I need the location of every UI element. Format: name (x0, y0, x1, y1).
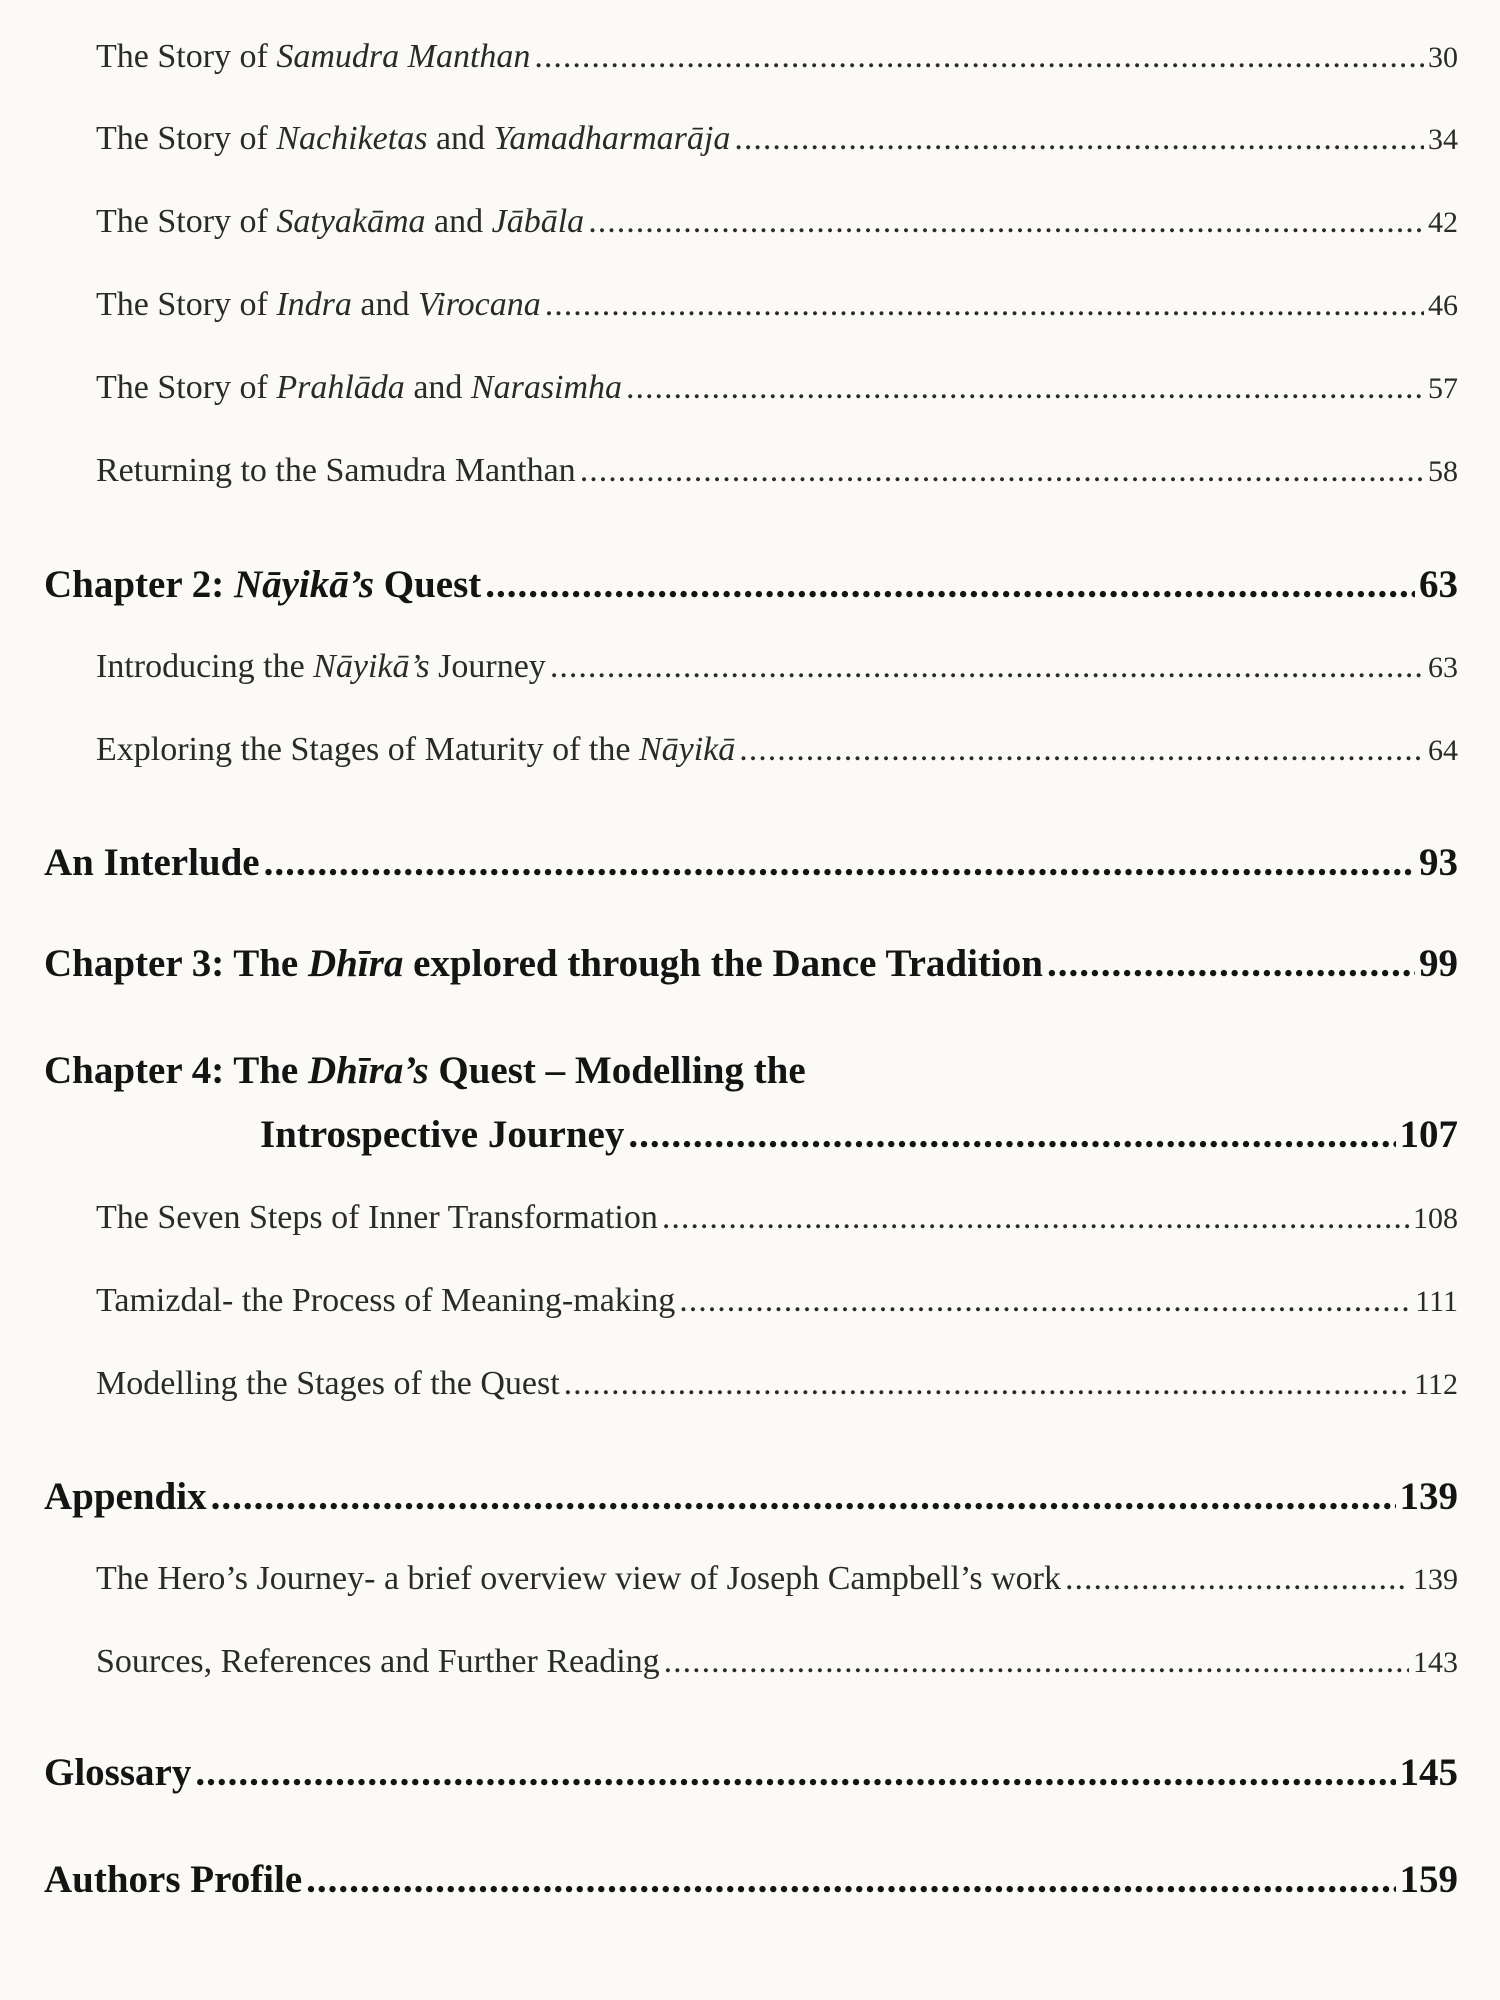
toc-chapter-entry[interactable] (44, 1857, 1458, 1902)
dot-leader (664, 1643, 1409, 1681)
toc-entry[interactable] (96, 1282, 1458, 1320)
toc-page-number: 139 (1413, 1563, 1458, 1596)
dot-leader (564, 1365, 1410, 1403)
toc-entry[interactable] (96, 369, 1458, 407)
toc-entry-title: Exploring the Stages of Maturity of the Nāyikā (96, 731, 736, 768)
toc-chapter-title: Chapter 3: The Dhīra explored through the Dance Tradition (44, 942, 1043, 985)
dot-leader (550, 648, 1424, 686)
dot-leader (679, 1282, 1411, 1320)
dot-leader (662, 1199, 1409, 1237)
toc-chapter-entry[interactable] (44, 1474, 1458, 1519)
toc-page-number: 42 (1428, 206, 1458, 239)
toc-chapter-title: An Interlude (44, 841, 260, 884)
toc-page-number: 63 (1419, 563, 1458, 606)
toc-entry-title: Tamizdal- the Process of Meaning-making (96, 1282, 676, 1319)
toc-entry[interactable] (96, 648, 1458, 686)
toc-chapter-entry[interactable] (260, 1112, 1458, 1157)
toc-entry-title: Introducing the Nāyikā’s Journey (96, 648, 546, 685)
dot-leader (264, 840, 1415, 885)
toc-chapter-title: Appendix (44, 1475, 207, 1518)
toc-entry-title: Returning to the Samudra Manthan (96, 452, 576, 489)
toc-entry-title: Modelling the Stages of the Quest (96, 1365, 560, 1402)
toc-page-number: 58 (1428, 455, 1458, 488)
toc-entry[interactable] (96, 38, 1458, 76)
toc-entry[interactable] (96, 203, 1458, 241)
toc-page-number: 99 (1419, 942, 1458, 985)
toc-entry-title: The Story of Nachiketas and Yamadharmarāja (96, 120, 731, 157)
toc-entry[interactable] (96, 120, 1458, 158)
toc-entry[interactable] (96, 1365, 1458, 1403)
dot-leader (626, 369, 1424, 407)
toc-page-number: 145 (1399, 1751, 1458, 1794)
toc-entry-title: The Seven Steps of Inner Transformation (96, 1199, 658, 1236)
toc-page-number: 93 (1419, 841, 1458, 884)
toc-page-number: 63 (1428, 651, 1458, 684)
toc-page-number: 30 (1428, 41, 1458, 74)
toc-page-number: 139 (1399, 1475, 1458, 1518)
dot-leader (1047, 941, 1415, 986)
toc-page-number: 64 (1428, 734, 1458, 767)
toc-page-number: 143 (1413, 1646, 1458, 1679)
dot-leader (211, 1474, 1396, 1519)
toc-page-number: 159 (1399, 1858, 1458, 1901)
toc-chapter-entry[interactable] (44, 840, 1458, 885)
toc-entry[interactable] (96, 1560, 1458, 1598)
toc-entry[interactable] (96, 286, 1458, 324)
toc-entry-title: The Story of Satyakāma and Jābāla (96, 203, 585, 240)
toc-entry-title: The Story of Samudra Manthan (96, 38, 531, 75)
dot-leader (628, 1112, 1395, 1157)
toc-chapter-title: Authors Profile (44, 1858, 303, 1901)
toc-page-number: 111 (1415, 1285, 1458, 1318)
dot-leader (306, 1857, 1395, 1902)
toc-page-number: 107 (1399, 1113, 1458, 1156)
toc-entry[interactable] (96, 731, 1458, 769)
toc-page-number: 57 (1428, 372, 1458, 405)
toc-entry[interactable] (96, 452, 1458, 490)
toc-page-number: 108 (1413, 1202, 1458, 1235)
dot-leader (734, 120, 1424, 158)
dot-leader (1065, 1560, 1409, 1598)
toc-entry[interactable] (96, 1199, 1458, 1237)
toc-chapter-entry[interactable] (44, 1750, 1458, 1795)
toc-chapter-title-line2: Introspective Journey (260, 1113, 625, 1156)
dot-leader (534, 38, 1424, 76)
toc-page-number: 34 (1428, 123, 1458, 156)
dot-leader (195, 1750, 1395, 1795)
toc-chapter-title-line1[interactable]: Chapter 4: The Dhīra’s Quest – Modelling the (44, 1049, 806, 1092)
toc-chapter-entry[interactable] (44, 941, 1458, 986)
dot-leader (588, 203, 1424, 241)
dot-leader (545, 286, 1424, 324)
toc-chapter-title: Glossary (44, 1751, 192, 1794)
toc-chapter-entry[interactable] (44, 562, 1458, 607)
toc-entry-title: The Hero’s Journey- a brief overview view of Joseph Campbell’s work (96, 1560, 1061, 1597)
toc-page-number: 46 (1428, 289, 1458, 322)
toc-entry-title: Sources, References and Further Reading (96, 1643, 660, 1680)
toc-entry-title: The Story of Prahlāda and Narasimha (96, 369, 623, 406)
toc-chapter-title: Chapter 2: Nāyikā’s Quest (44, 563, 482, 606)
dot-leader (580, 452, 1424, 490)
toc-page-number: 112 (1414, 1368, 1458, 1401)
dot-leader (739, 731, 1424, 769)
dot-leader (485, 562, 1415, 607)
toc-entry-title: The Story of Indra and Virocana (96, 286, 541, 323)
toc-entry[interactable] (96, 1643, 1458, 1681)
